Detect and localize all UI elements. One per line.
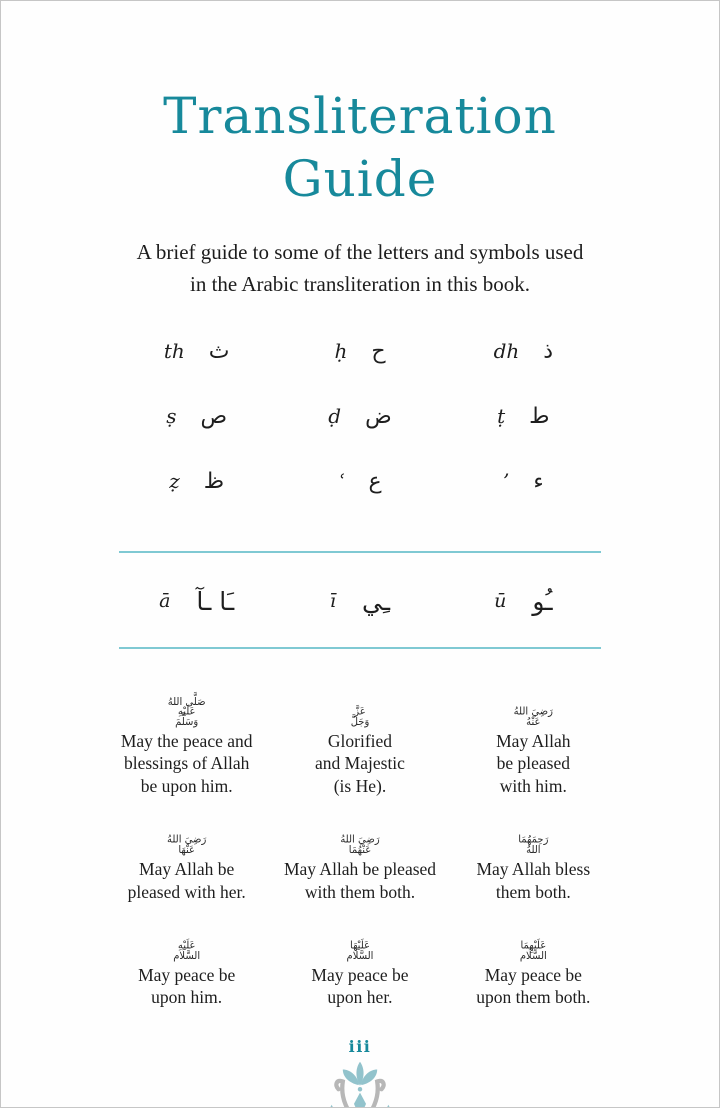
letter-pair-s <box>115 401 278 431</box>
calligraphy-sallallahu-alayhi-wasallam-icon: صَلَّى اللهُ عَلَيْهِ وَسَلَّمَ <box>167 696 206 729</box>
subtitle-line1: A brief guide to some of the letters and symbols used <box>136 240 584 264</box>
calligraphy-alayhas-salam-icon: عَلَيْهَا السَّلَام <box>346 940 374 963</box>
latin-letter: ī <box>329 590 336 612</box>
vowel-pair-i <box>278 573 441 629</box>
calligraphy-rahimahumallah-icon: رَحِمَهُمَا اللهُ <box>518 834 549 857</box>
page-title-line1: Transliteration <box>163 87 557 145</box>
page-title-line2: Guide <box>282 150 438 208</box>
arabic-letter: ع <box>368 468 382 494</box>
calligraphy-azza-wa-jall-icon: عَزَّ وَجَلَّ <box>350 706 370 729</box>
vowel-pair-a <box>115 573 278 629</box>
honorific-azza-wa-jall <box>273 683 446 797</box>
arabic-letter: ـَا ـآ <box>196 586 235 616</box>
latin-letter: ā <box>159 590 171 612</box>
latin-letter: ḥ <box>334 339 348 363</box>
latin-letter: ʿ <box>338 469 345 493</box>
arabic-letter: ظ <box>203 468 225 494</box>
latin-letter: ḍ <box>328 404 342 428</box>
latin-letter: th <box>163 339 185 363</box>
subtitle <box>1 237 719 300</box>
calligraphy-radiallahu-anhu-icon: رَضِيَ اللهُ عَنْهُ <box>513 706 553 729</box>
latin-letter: dh <box>493 339 520 363</box>
honorific-caption: May the peace and blessings of Allah be upon him. <box>120 731 253 796</box>
honorific-caption: May peace be upon him. <box>138 964 236 1008</box>
honorific-caption: May Allah be pleased with him. <box>496 731 571 796</box>
consonant-table <box>115 336 605 531</box>
arabic-letter: ث <box>208 338 230 364</box>
page-title <box>1 85 719 211</box>
arabic-letter: ض <box>365 403 392 429</box>
arabic-letter: ط <box>529 403 550 429</box>
letter-pair-dh <box>442 336 605 366</box>
honorific-caption: May peace be upon them both. <box>476 964 591 1008</box>
arabic-letter: ـِي <box>361 586 391 616</box>
letter-pair-t <box>442 401 605 431</box>
calligraphy-radiallahu-anhuma-icon: رَضِيَ اللهُ عَنْهُمَا <box>340 834 380 857</box>
arabic-letter: ص <box>200 403 228 429</box>
latin-letter: ū <box>494 590 507 612</box>
honorific-caption: May Allah be pleased with them both. <box>283 859 437 902</box>
honorific-pbuh <box>100 683 273 797</box>
letter-pair-z <box>115 466 278 496</box>
floral-ornament-icon <box>308 1060 412 1108</box>
letter-pair-d <box>278 401 441 431</box>
arabic-letter: ـُو <box>532 586 553 616</box>
honorific-radiallahu-anhuma <box>273 811 446 903</box>
vowel-pair-u <box>442 573 605 629</box>
honorific-caption: May Allah be pleased with her. <box>127 859 246 902</box>
latin-letter: ẓ <box>169 469 180 493</box>
divider-bottom <box>119 647 601 649</box>
honorific-caption: May Allah bless them both. <box>476 859 591 902</box>
divider-top <box>119 551 601 553</box>
honorific-alayhas-salam <box>273 917 446 1009</box>
vowel-table <box>115 573 605 629</box>
latin-letter: ṭ <box>497 404 506 428</box>
arabic-letter: ح <box>371 338 386 364</box>
honorific-rahimahumallah <box>447 811 620 903</box>
honorific-alayhimas-salam <box>447 917 620 1009</box>
arabic-letter: ء <box>533 468 544 494</box>
letter-pair-hamza <box>442 466 605 496</box>
honorific-caption: May peace be upon her. <box>311 964 409 1008</box>
honorific-radiallahu-anhu <box>447 683 620 797</box>
honorific-alayhis-salam <box>100 917 273 1009</box>
honorifics-grid <box>100 683 620 1023</box>
letter-pair-h <box>278 336 441 366</box>
arabic-letter: ذ <box>543 338 554 364</box>
subtitle-line2: in the Arabic transliteration in this book. <box>189 271 531 296</box>
letter-pair-ayn <box>278 466 441 496</box>
page-number: iii <box>348 1036 372 1056</box>
footer-ornament <box>1 1060 719 1108</box>
latin-letter: ’ <box>502 469 510 493</box>
calligraphy-radiallahu-anha-icon: رَضِيَ اللهُ عَنْهَا <box>166 834 207 857</box>
letter-pair-th <box>115 336 278 366</box>
calligraphy-alayhis-salam-icon: عَلَيْهِ السَّلَام <box>173 940 201 963</box>
honorific-radiallahu-anha <box>100 811 273 903</box>
honorific-caption: Glorified and Majestic (is He). <box>315 731 405 796</box>
calligraphy-alayhimas-salam-icon: عَلَيْهِمَا السَّلَام <box>519 940 547 963</box>
latin-letter: ṣ <box>166 404 177 428</box>
